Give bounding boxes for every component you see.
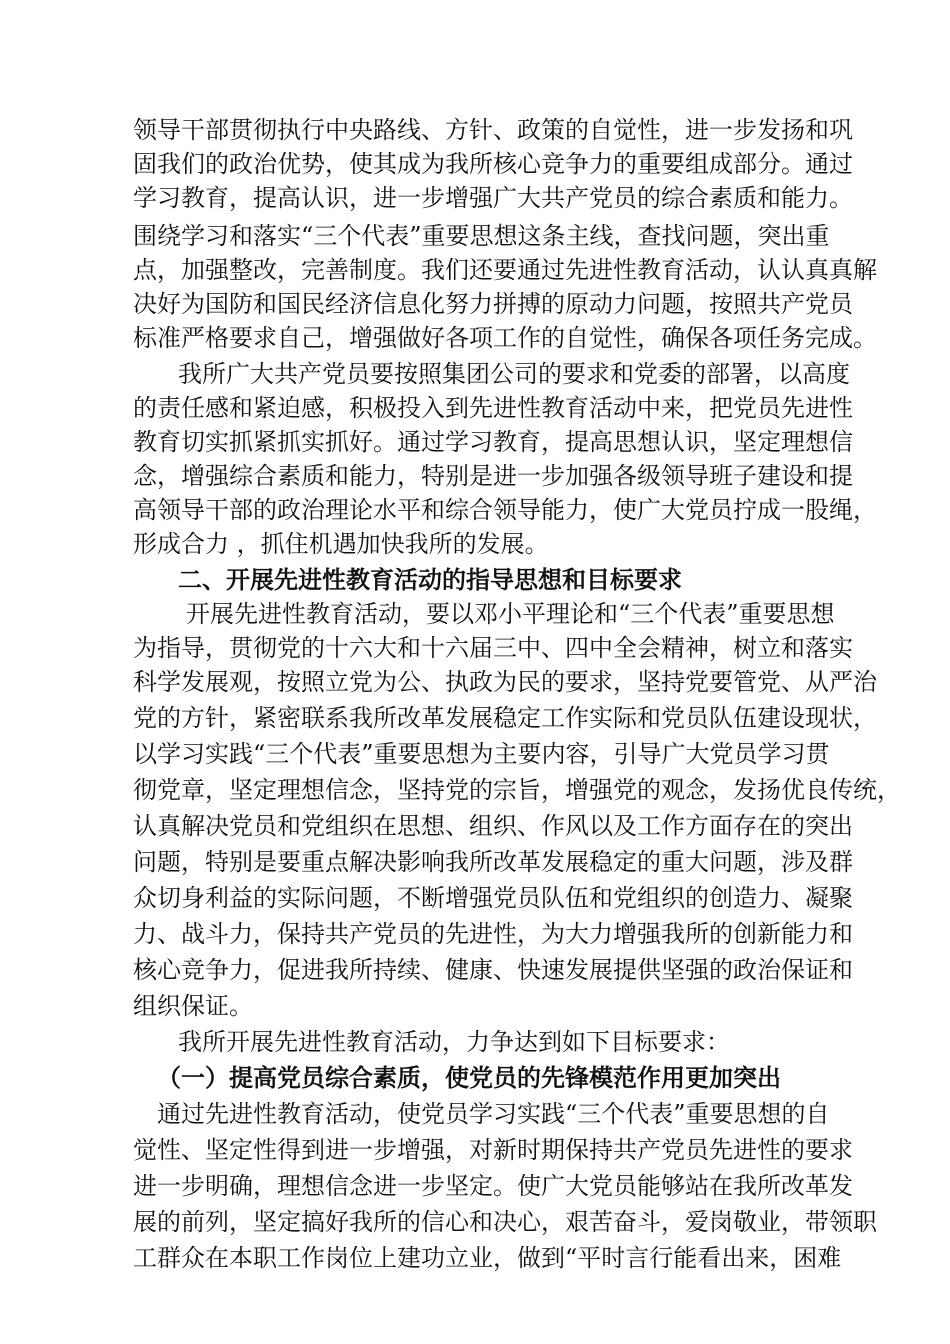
text-line: 认真解决党员和党组织在思想、组织、作风以及工作方面存在的突出	[133, 812, 853, 840]
text-line: 为指导，贯彻党的十六大和十六届三中、四中全会精神，树立和落实	[133, 634, 853, 662]
text-line: 展的前列，坚定搞好我所的信心和决心，艰苦奋斗，爱岗敬业，带领职	[133, 1208, 877, 1236]
text-line: 问题，特别是要重点解决影响我所改革发展稳定的重大问题，涉及群	[133, 848, 853, 876]
text-line: 核心竞争力，促进我所持续、健康、快速发展提供坚强的政治保证和	[133, 956, 853, 984]
text-line: 的责任感和紧迫感，积极投入到先进性教育活动中来，把党员先进性	[133, 394, 853, 422]
text-line: 教育切实抓紧抓实抓好。通过学习教育，提高思想认识，坚定理想信	[133, 428, 853, 456]
text-line: 念，增强综合素质和能力，特别是进一步加强各级领导班子建设和提	[133, 462, 853, 490]
text-line: 标准严格要求自己，增强做好各项工作的自觉性，确保各项任务完成。	[133, 324, 877, 352]
text-line: 通过先进性教育活动，使党员学习实践“三个代表”重要思想的自	[157, 1100, 830, 1128]
text-line: 众切身利益的实际问题，不断增强党员队伍和党组织的创造力、凝聚	[133, 884, 853, 912]
text-line: 学习教育，提高认识，进一步增强广大共产党员的综合素质和能力。	[133, 184, 853, 212]
goals-intro-text: 我所开展先进性教育活动，力争达到如下目标要求：	[178, 1028, 730, 1056]
text-line: 领导干部贯彻执行中央路线、方针、政策的自觉性，进一步发扬和巩	[133, 116, 853, 144]
subsection-heading: （一）提高党员综合素质，使党员的先锋模范作用更加突出	[157, 1063, 781, 1092]
text-line: 围绕学习和落实“三个代表”重要思想这条主线，查找问题，突出重	[133, 222, 830, 250]
text-line: 形成合力 ，抓住机遇加快我所的发展。	[133, 530, 549, 558]
text-line: 点，加强整改，完善制度。我们还要通过先进性教育活动，认认真真解	[133, 256, 877, 284]
text-line: 开展先进性教育活动，要以邓小平理论和“三个代表”重要思想	[186, 600, 835, 628]
text-line: 进一步明确，理想信念进一步坚定。使广大党员能够站在我所改革发	[133, 1172, 853, 1200]
text-line: 工群众在本职工作岗位上建功立业，做到“平时言行能看出来，困难	[133, 1244, 842, 1272]
text-line: 觉性、坚定性得到进一步增强，对新时期保持共产党员先进性的要求	[133, 1136, 853, 1164]
text-line: 高领导干部的政治理论水平和综合领导能力，使广大党员拧成一股绳，	[133, 496, 877, 524]
text-line: 以学习实践“三个代表”重要思想为主要内容，引导广大党员学习贯	[133, 740, 830, 768]
text-line: 力、战斗力，保持共产党员的先进性，为大力增强我所的创新能力和	[133, 920, 853, 948]
section-heading: 二、开展先进性教育活动的指导思想和目标要求	[178, 565, 682, 594]
text-line: 党的方针，紧密联系我所改革发展稳定工作实际和党员队伍建设现状，	[133, 704, 877, 732]
text-line: 固我们的政治优势，使其成为我所核心竞争力的重要组成部分。通过	[133, 150, 853, 178]
text-line: 彻党章，坚定理想信念，坚持党的宗旨，增强党的观念，发扬优良传统，	[133, 776, 901, 804]
text-line: 我所广大共产党员要按照集团公司的要求和党委的部署，以高度	[178, 360, 850, 388]
text-line: 决好为国防和国民经济信息化努力拼搏的原动力问题，按照共产党员	[133, 290, 853, 318]
text-line: 科学发展观，按照立党为公、执政为民的要求，坚持党要管党、从严治	[133, 668, 877, 696]
text-line: 组织保证。	[133, 992, 253, 1020]
